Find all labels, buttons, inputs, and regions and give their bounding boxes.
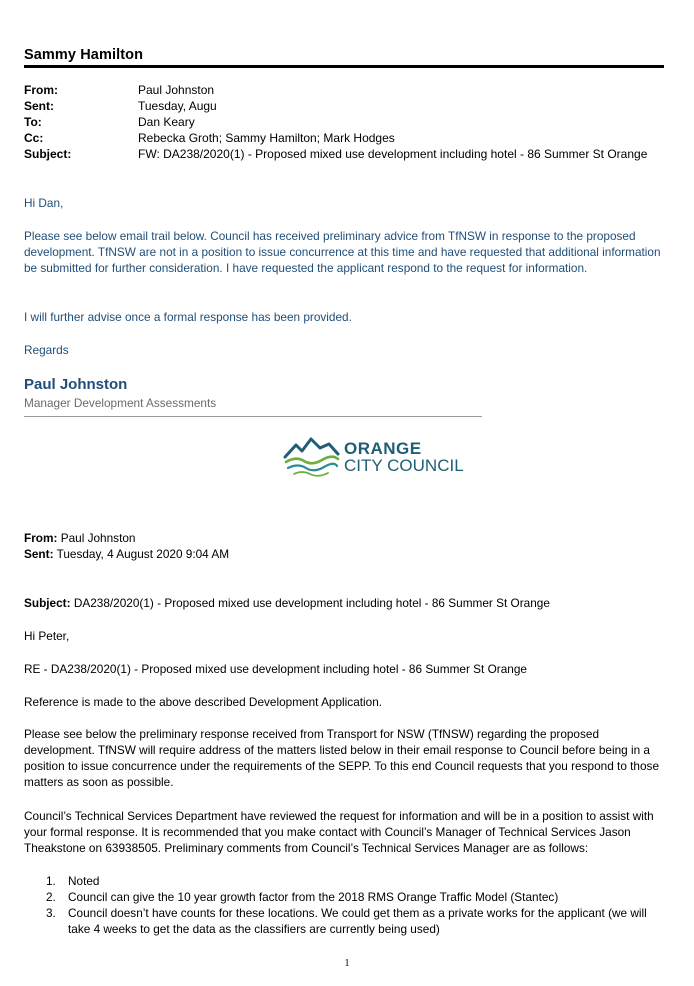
body-greeting: Hi Dan, [24, 196, 64, 210]
forwarded-from-value: Paul Johnston [60, 531, 136, 545]
list-item-number: 1. [46, 874, 56, 888]
comments-list [24, 873, 669, 937]
header-subject-label: Subject: [24, 147, 72, 161]
forwarded-paragraph-2: Please see below the preliminary response received from Transport for NSW (TfNSW) regarding the proposed development. TfNSW will require address of the matters listed below in their email response to Council before being in a position to issue concurrence under the requirements of the SEPP. To this end Council requests that you respond to those matters as soon as possible. [24, 727, 660, 789]
forwarded-subject-value: DA238/2020(1) - Proposed mixed use development including hotel - 86 Summer St Orange [73, 596, 550, 610]
header-cc-value: Rebecka Groth; Sammy Hamilton; Mark Hodges [138, 131, 395, 145]
list-item [24, 889, 669, 905]
signature-title: Manager Development Assessments [24, 396, 217, 410]
page-number: 1 [344, 958, 350, 969]
list-item-text: Council doesn’t have counts for these locations. We could get them as a private works for the applicant (we will take 4 weeks to get the data as the classifiers are currently being used) [68, 906, 647, 936]
signature-divider [24, 416, 482, 417]
body-closing: Regards [24, 343, 69, 357]
forwarded-paragraph-3: Council’s Technical Services Department have reviewed the request for information and will be in a position to assist with your formal response. It is recommended that you make contact with Council’s Manager of Technical Services Jason Theakstone on 63938505. Preliminary comments from Council’s Technical Services Manager are as follows: [24, 809, 654, 855]
forwarded-subject-row [24, 595, 550, 611]
logo-text-line1: ORANGE [344, 439, 422, 458]
list-item-text: Noted [68, 874, 100, 888]
header-subject-value: FW: DA238/2020(1) - Proposed mixed use development including hotel - 86 Summer St Orange [138, 147, 648, 161]
forwarded-paragraph-1: Reference is made to the above described Development Application. [24, 695, 383, 709]
header-sent-value: Tuesday, Augu [138, 99, 217, 113]
owner-divider [24, 65, 664, 68]
body-paragraph-2: I will further advise once a formal response has been provided. [24, 310, 352, 324]
header-cc-label: Cc: [24, 131, 44, 145]
forwarded-sent-value: Tuesday, 4 August 2020 9:04 AM [56, 547, 230, 561]
hills-logo-icon [282, 432, 342, 480]
forwarded-greeting: Hi Peter, [24, 629, 70, 643]
forwarded-from-row [24, 530, 135, 546]
orange-city-council-logo [282, 432, 482, 480]
header-from-value: Paul Johnston [138, 83, 215, 97]
list-item [24, 873, 669, 889]
header-to-value: Dan Keary [138, 115, 195, 129]
header-from-label: From: [24, 83, 58, 97]
list-item-number: 3. [46, 906, 56, 920]
header-to-label: To: [24, 115, 42, 129]
forwarded-from-label: From: [24, 531, 58, 545]
body-paragraph-1: Please see below email trail below. Council has received preliminary advice from TfNSW in response to the proposed development. TfNSW are not in a position to issue concurrence at this time and have requested that additional information be submitted for further consideration. I have requested the applicant respond to the request for information. [24, 229, 661, 275]
list-item-number: 2. [46, 890, 56, 904]
forwarded-sent-label: Sent: [24, 547, 54, 561]
header-sent-label: Sent: [24, 99, 54, 113]
signature-name: Paul Johnston [24, 376, 128, 393]
list-item-text: Council can give the 10 year growth factor from the 2018 RMS Orange Traffic Model (Stantec) [68, 890, 559, 904]
logo-text-line2: CITY COUNCIL [344, 456, 464, 475]
mailbox-owner-name: Sammy Hamilton [24, 47, 144, 63]
forwarded-sent-row [24, 546, 229, 562]
forwarded-re-line: RE - DA238/2020(1) - Proposed mixed use development including hotel - 86 Summer St Orange [24, 662, 527, 676]
forwarded-subject-label: Subject: [24, 596, 71, 610]
list-item [24, 905, 669, 937]
